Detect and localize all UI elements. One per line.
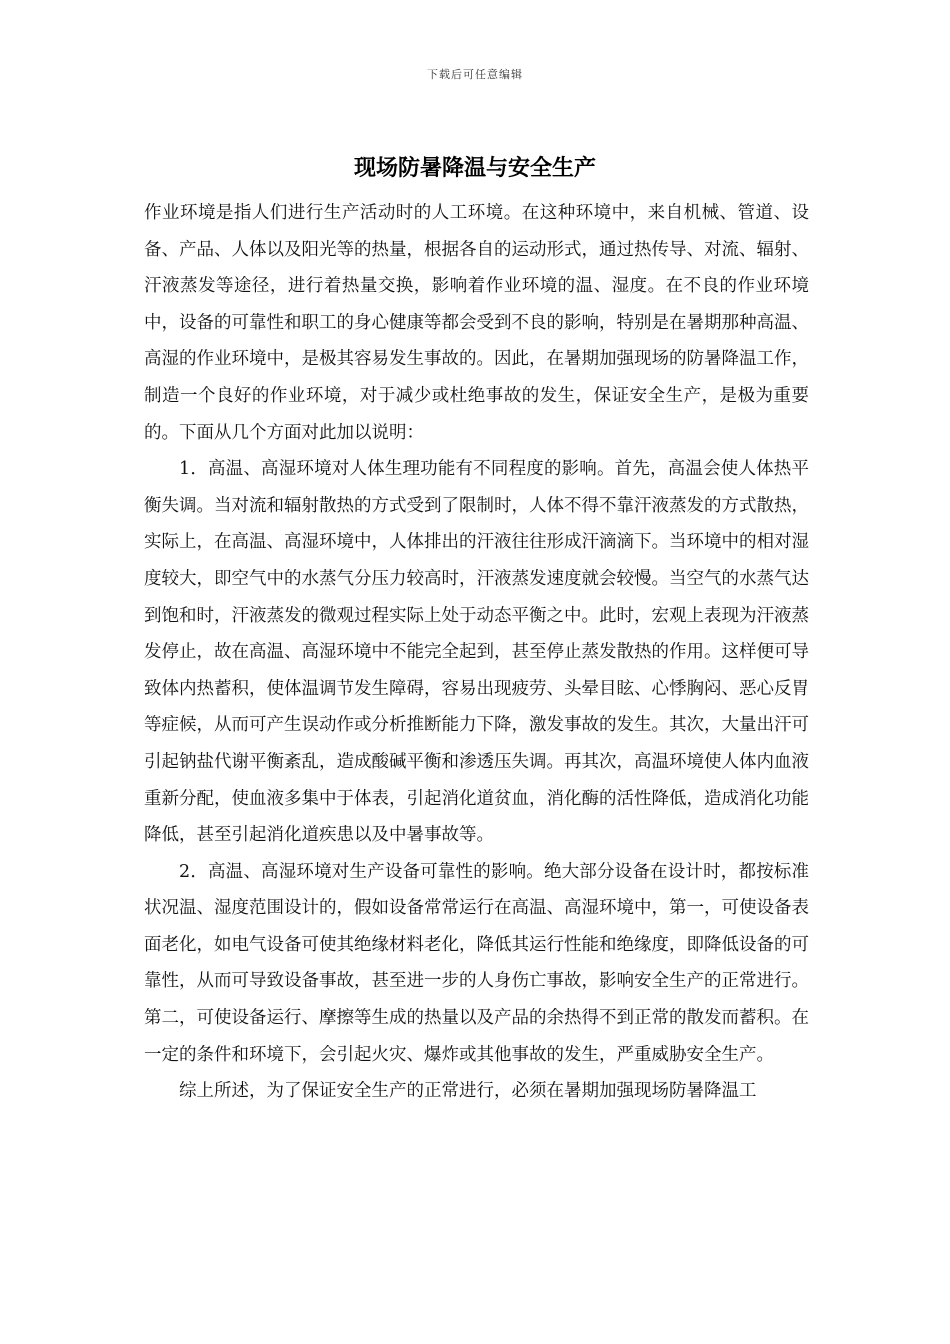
intro-paragraph: 作业环境是指人们进行生产活动时的人工环境。在这种环境中，来自机械、管道、设备、产品、人体以及阳光等的热量，根据各自的运动形式，通过热传导、对流、辐射、汗液蒸发等途径，进行着热量交换，影响着作业环境的温、湿度。在不良的作业环境中，设备的可靠性和职工的身心健康等都会受到不良的影响，特别是在暑期那种高温、高湿的作业环境中，是极其容易发生事故的。因此，在暑期加强现场的防暑降温工作，制造一个良好的作业环境，对于减少或杜绝事故的发生，保证安全生产，是极为重要的。下面从几个方面对此加以说明： [144, 203, 809, 443]
section-2-paragraph: 2．高温、高湿环境对生产设备可靠性的影响。绝大部分设备在设计时，都按标准状况温、湿度范围设计的，假如设备常常运行在高温、高湿环境中，第一，可使设备表面老化，如电气设备可使其绝缘材料老化，降低其运行性能和绝缘度，即降低设备的可靠性，从而可导致设备事故，甚至进一步的人身伤亡事故，影响安全生产的正常进行。第二，可使设备运行、摩擦等生成的热量以及产品的余热得不到正常的散发而蓄积。在一定的条件和环境下，会引起火灾、爆炸或其他事故的发生，严重威胁安全生产。 [144, 861, 809, 1065]
document-body [144, 195, 809, 1110]
summary-paragraph: 综上所述，为了保证安全生产的正常进行，必须在暑期加强现场防暑降温工 [179, 1081, 757, 1102]
document-title: 现场防暑降温与安全生产 [353, 155, 596, 181]
header-note: 下载后可任意编辑 [427, 68, 523, 81]
section-1-paragraph: 1．高温、高湿环境对人体生理功能有不同程度的影响。首先，高温会使人体热平衡失调。当对流和辐射散热的方式受到了限制时，人体不得不靠汗液蒸发的方式散热，实际上，在高温、高湿环境中，人体排出的汗液往往形成汗滴滴下。当环境中的相对湿度较大，即空气中的水蒸气分压力较高时，汗液蒸发速度就会较慢。当空气的水蒸气达到饱和时，汗液蒸发的微观过程实际上处于动态平衡之中。此时，宏观上表现为汗液蒸发停止，故在高温、高湿环境中不能完全起到，甚至停止蒸发散热的作用。这样便可导致体内热蓄积，使体温调节发生障碍，容易出现疲劳、头晕目眩、心悸胸闷、恶心反胃等症候，从而可产生误动作或分析推断能力下降，激发事故的发生。其次，大量出汗可引起钠盐代谢平衡紊乱，造成酸碱平衡和渗透压失调。再其次，高温环境使人体内血液重新分配，使血液多集中于体表，引起消化道贫血，消化酶的活性降低，造成消化功能降低，甚至引起消化道疾患以及中暑事故等。 [144, 459, 809, 846]
